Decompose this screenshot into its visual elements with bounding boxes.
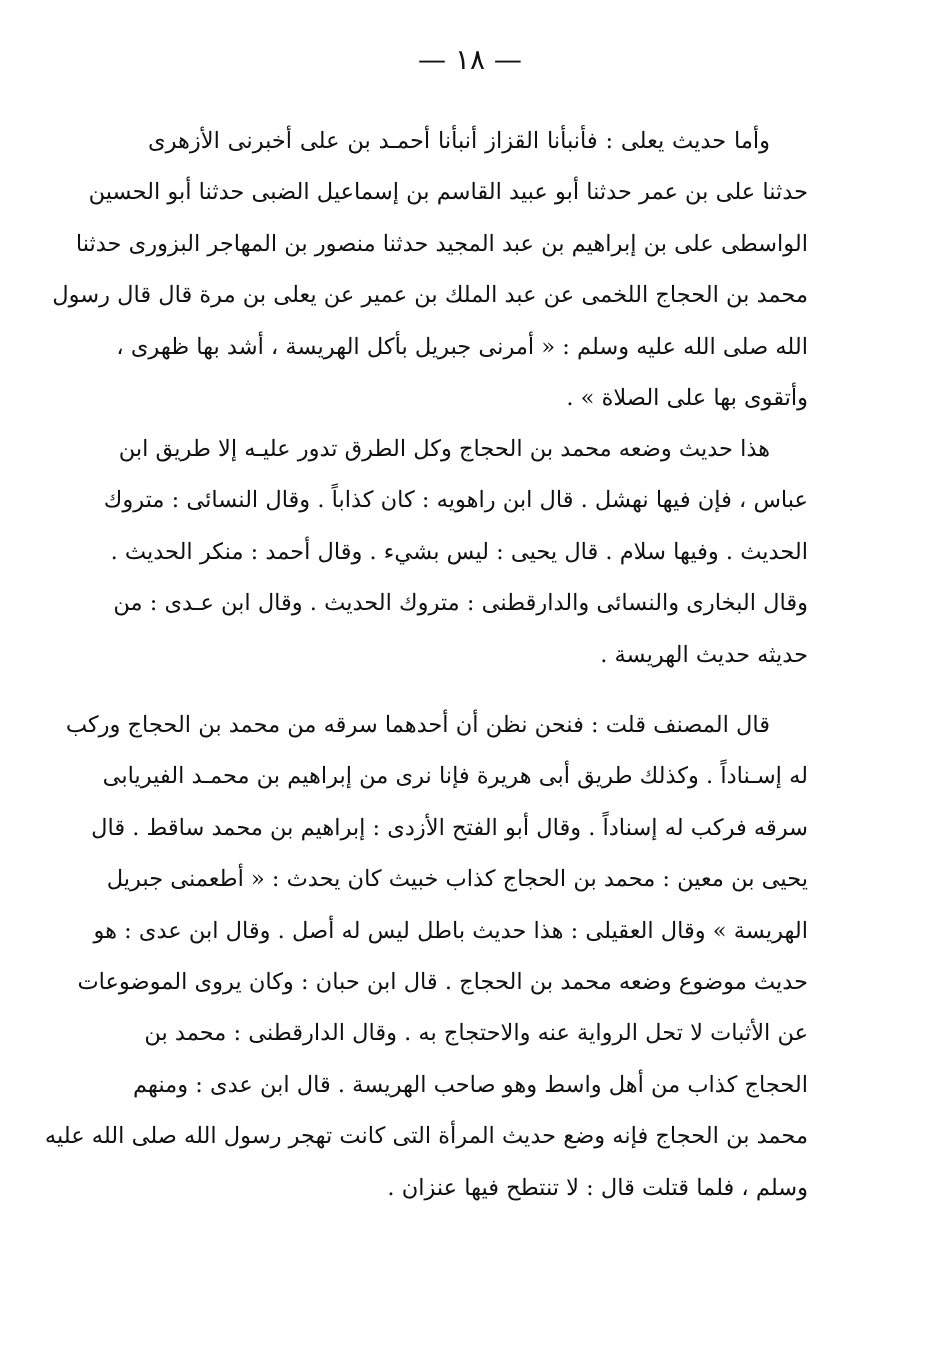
- text-line: وأما حديث يعلى : فأنبأنا القزاز أنبأنا أحمـد بن على أخبرنى الأزهرى: [148, 128, 770, 154]
- text-line: سرقه فركب له إسناداً . وقال أبو الفتح الأزدى : إبراهيم بن محمد ساقط . قال: [91, 814, 808, 841]
- paragraph-2: [103, 424, 808, 681]
- text-line: وقال البخارى والنسائى والدارقطنى : متروك الحديث . وقال ابن عـدى : من: [113, 590, 808, 617]
- text-line: عباس ، فإن فيها نهشل . قال ابن راهويه : كان كذاباً . وقال النسائى : متروك: [103, 487, 808, 514]
- text-line: حديثه حديث الهريسة .: [600, 641, 808, 668]
- text-line: حديث موضوع وضعه محمد بن الحجاج . قال ابن حبان : وكان يروى الموضوعات: [77, 968, 808, 995]
- text-line: عن الأثبات لا تحل الرواية عنه والاحتجاج به . وقال الدارقطنى : محمد بن: [144, 1020, 808, 1047]
- text-line: الله صلى الله عليه وسلم : « أمرنى جبريل بأكل الهريسة ، أشد بها ظهرى ،: [116, 333, 808, 360]
- text-line: وأتقوى بها على الصلاة » .: [566, 384, 808, 411]
- text-line: الحجاج كذاب من أهل واسط وهو صاحب الهريسة . قال ابن عدى : ومنهم: [133, 1071, 808, 1098]
- text-line: قال المصنف قلت : فنحن نظن أن أحدهما سرقه من محمد بن الحجاج وركب: [65, 712, 770, 738]
- text-line: له إسـناداً . وكذلك طريق أبى هريرة فإنا نرى من إبراهيم بن محمـد الفيريابى: [102, 763, 808, 790]
- text-line: يحيى بن معين : محمد بن الحجاج كذاب خبيث كان يحدث : « أطعمنى جبريل: [106, 866, 808, 893]
- text-line: وسلم ، فلما قتلت قال : لا تنتطح فيها عنزان .: [387, 1174, 808, 1201]
- paragraph-1: [52, 116, 808, 424]
- text-line: الواسطى على بن إبراهيم بن عبد المجيد حدثنا منصور بن المهاجر البزورى حدثنا: [75, 230, 808, 257]
- page-number: — ١٨ —: [418, 43, 522, 76]
- text-line: هذا حديث وضعه محمد بن الحجاج وكل الطرق تدور عليـه إلا طريق ابن: [118, 436, 770, 462]
- paragraph-3: [44, 700, 808, 1214]
- text-line: الحديث . وفيها سلام . قال يحيى : ليس بشيء . وقال أحمد : منكر الحديث .: [110, 538, 808, 565]
- text-line: حدثنا على بن عمر حدثنا أبو عبيد القاسم بن إسماعيل الضبى حدثنا أبو الحسين: [88, 179, 808, 206]
- text-line: محمد بن الحجاج فإنه وضع حديث المرأة التى كانت تهجر رسول الله صلى الله عليه: [44, 1123, 808, 1150]
- text-line: الهريسة » وقال العقيلى : هذا حديث باطل ليس له أصل . وقال ابن عدى : هو: [93, 917, 808, 944]
- text-line: محمد بن الحجاج اللخمى عن عبد الملك بن عمير عن يعلى بن مرة قال قال رسول: [52, 282, 808, 309]
